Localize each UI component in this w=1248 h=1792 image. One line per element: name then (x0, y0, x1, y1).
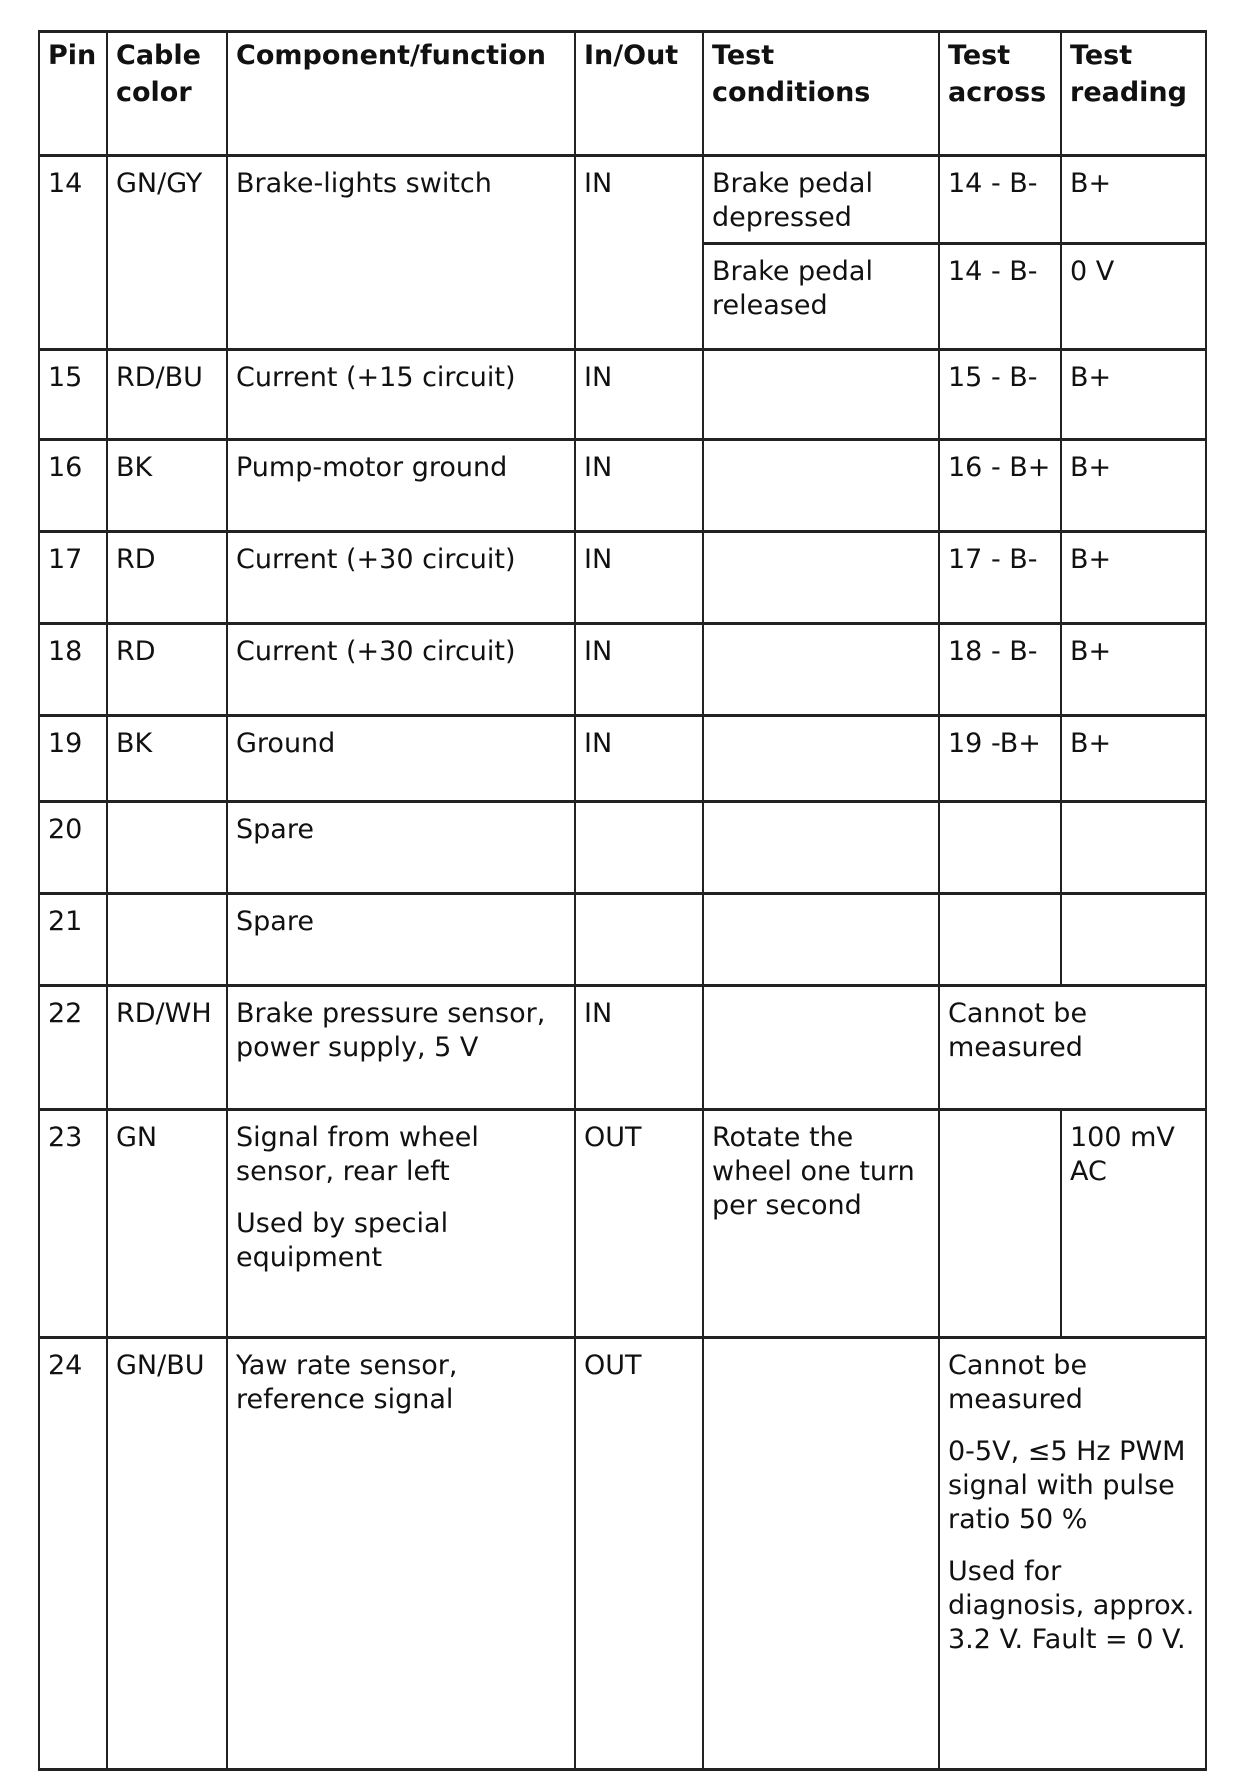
in-out-cell: IN (575, 624, 703, 716)
test-conditions-cell (703, 986, 939, 1110)
spacer (948, 1537, 1197, 1555)
test-conditions-cell: Brake pedal depressed (703, 156, 939, 244)
cable-color-cell: BK (107, 440, 227, 532)
header-test-reading: Test reading (1061, 32, 1206, 156)
test-across-cell (939, 894, 1061, 986)
measurement-note-cell: Cannot be measured (939, 986, 1206, 1110)
component-cell: Brake pressure sensor, power supply, 5 V (227, 986, 575, 1110)
in-out-cell: IN (575, 440, 703, 532)
header-in-out: In/Out (575, 32, 703, 156)
pin-cell: 21 (39, 894, 107, 986)
test-conditions-cell (703, 440, 939, 532)
test-reading-cell: B+ (1061, 716, 1206, 802)
in-out-cell: OUT (575, 1338, 703, 1770)
header-cable-color: Cable color (107, 32, 227, 156)
test-across-cell: 14 - B- (939, 156, 1061, 244)
header-row (39, 32, 1206, 156)
in-out-cell (575, 802, 703, 894)
component-cell: Ground (227, 716, 575, 802)
component-cell: Pump-motor ground (227, 440, 575, 532)
cable-color-cell: GN/BU (107, 1338, 227, 1770)
table-row (39, 1338, 1206, 1770)
in-out-cell: IN (575, 532, 703, 624)
pin-cell: 22 (39, 986, 107, 1110)
component-cell: Current (+15 circuit) (227, 350, 575, 440)
table-row (39, 440, 1206, 532)
test-across-cell: 15 - B- (939, 350, 1061, 440)
pin-cell: 15 (39, 350, 107, 440)
header-test-across: Test across (939, 32, 1061, 156)
test-across-cell (939, 1110, 1061, 1338)
pin-cell: 19 (39, 716, 107, 802)
cable-color-cell (107, 802, 227, 894)
test-reading-cell (1061, 894, 1206, 986)
component-text: Signal from wheel sensor, rear left (236, 1122, 479, 1187)
table-row (39, 894, 1206, 986)
measure-note-diagnosis: Used for diagnosis, approx. 3.2 V. Fault = 0 V. (948, 1556, 1195, 1655)
test-conditions-cell (703, 716, 939, 802)
test-reading-cell (1061, 802, 1206, 894)
test-reading-cell: B+ (1061, 156, 1206, 244)
cable-color-cell: RD (107, 532, 227, 624)
test-reading-cell: B+ (1061, 624, 1206, 716)
header-test-conditions: Test conditions (703, 32, 939, 156)
test-across-cell (939, 802, 1061, 894)
spacer (948, 1417, 1197, 1435)
pin-cell: 23 (39, 1110, 107, 1338)
pin-cell: 14 (39, 156, 107, 350)
test-conditions-cell: Brake pedal released (703, 244, 939, 350)
test-reading-cell: B+ (1061, 440, 1206, 532)
test-across-cell: 19 -B+ (939, 716, 1061, 802)
measurement-note-cell (939, 1338, 1206, 1770)
in-out-cell: IN (575, 350, 703, 440)
header-component: Component/function (227, 32, 575, 156)
cable-color-cell: RD/WH (107, 986, 227, 1110)
component-cell: Spare (227, 802, 575, 894)
table-row (39, 986, 1206, 1110)
table-row (39, 532, 1206, 624)
table-row (39, 350, 1206, 440)
component-cell: Brake-lights switch (227, 156, 575, 350)
test-reading-cell: 0 V (1061, 244, 1206, 350)
cable-color-cell: RD/BU (107, 350, 227, 440)
test-conditions-cell: Rotate the wheel one turn per second (703, 1110, 939, 1338)
in-out-cell (575, 894, 703, 986)
test-across-cell: 14 - B- (939, 244, 1061, 350)
cable-color-cell (107, 894, 227, 986)
component-cell: Spare (227, 894, 575, 986)
cable-color-cell: GN (107, 1110, 227, 1338)
pin-cell: 24 (39, 1338, 107, 1770)
component-cell (227, 1110, 575, 1338)
test-reading-cell: B+ (1061, 532, 1206, 624)
test-conditions-cell (703, 894, 939, 986)
table-row (39, 716, 1206, 802)
header-pin: Pin (39, 32, 107, 156)
table-row (39, 1110, 1206, 1338)
test-conditions-cell (703, 1338, 939, 1770)
in-out-cell: IN (575, 156, 703, 350)
component-cell: Current (+30 circuit) (227, 624, 575, 716)
test-conditions-cell (703, 624, 939, 716)
cable-color-cell: GN/GY (107, 156, 227, 350)
table-row (39, 802, 1206, 894)
table-row (39, 624, 1206, 716)
pin-cell: 18 (39, 624, 107, 716)
spacer (236, 1189, 566, 1207)
test-reading-cell: B+ (1061, 350, 1206, 440)
test-reading-cell: 100 mV AC (1061, 1110, 1206, 1338)
test-across-cell: 16 - B+ (939, 440, 1061, 532)
cable-color-cell: BK (107, 716, 227, 802)
measure-note-pwm: 0-5V, ≤5 Hz PWM signal with pulse ratio 50 % (948, 1436, 1186, 1535)
pin-cell: 17 (39, 532, 107, 624)
component-cell: Yaw rate sensor, reference signal (227, 1338, 575, 1770)
in-out-cell: IN (575, 716, 703, 802)
measure-text: Cannot be measured (948, 1350, 1088, 1415)
pin-cell: 16 (39, 440, 107, 532)
test-conditions-cell (703, 532, 939, 624)
component-note: Used by special equipment (236, 1208, 449, 1273)
test-conditions-cell (703, 802, 939, 894)
component-cell: Current (+30 circuit) (227, 532, 575, 624)
pin-table (38, 30, 1207, 1771)
cable-color-cell: RD (107, 624, 227, 716)
test-conditions-cell (703, 350, 939, 440)
test-across-cell: 18 - B- (939, 624, 1061, 716)
table-row (39, 156, 1206, 244)
test-across-cell: 17 - B- (939, 532, 1061, 624)
in-out-cell: IN (575, 986, 703, 1110)
in-out-cell: OUT (575, 1110, 703, 1338)
pin-cell: 20 (39, 802, 107, 894)
